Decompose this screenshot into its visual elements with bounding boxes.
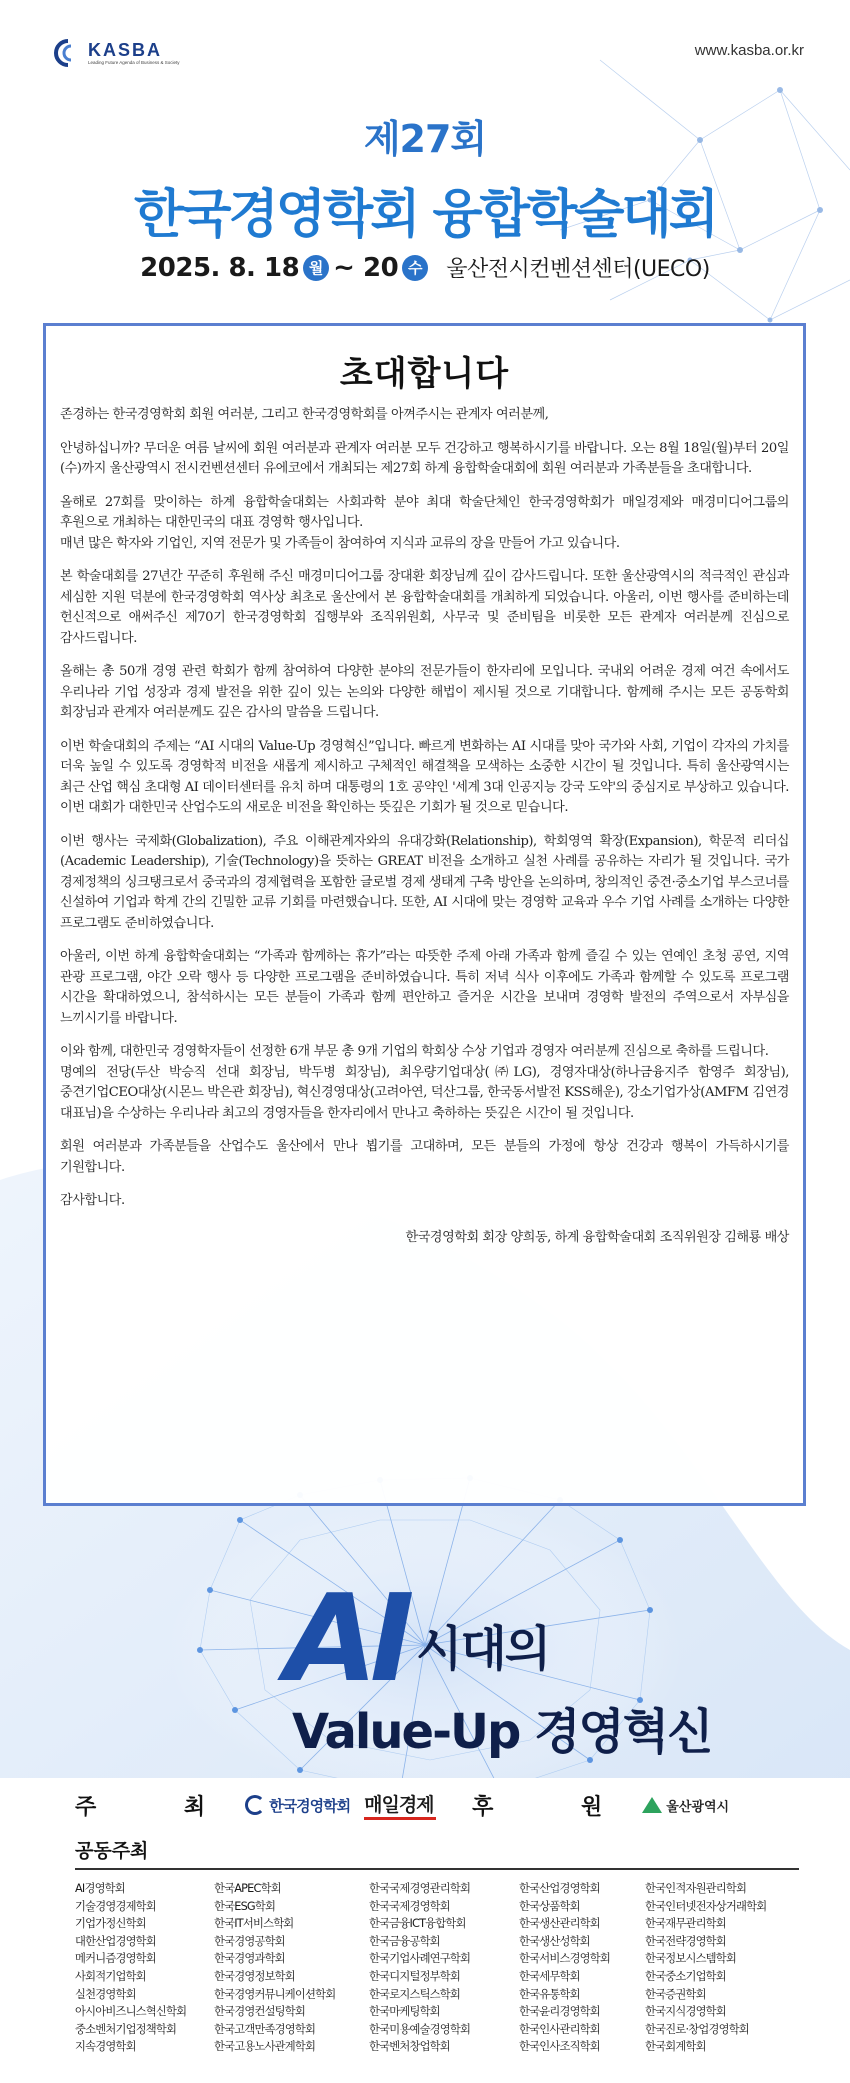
letter-paragraph-5: 올해는 총 50개 경영 관련 학회가 함께 참여하여 다양한 분야의 전문가들이 한자리에 모입니다. 국내외 어려운 경제 여건 속에서도 우리나라 기업 성장과 경제 발전을 위한 깊이 있는 논의와 다양한 해법이 제시될 것으로 기대합니다. 함께해 주시는 모든 공동학회 회장님과 관계자 여러분께도 깊은 감사의 말씀을 드립니다.	[60, 664, 789, 720]
co-host-item: 한국증권학회	[645, 1987, 706, 2001]
co-host-item: 한국유통학회	[519, 1987, 580, 2001]
co-host-item: 대한산업경영학회	[75, 1934, 156, 1948]
co-host-item: 한국경영공학회	[214, 1934, 285, 1948]
co-host-item: 한국벤처창업학회	[369, 2040, 450, 2054]
co-host-item: 한국재무관리학회	[645, 1917, 726, 1931]
co-host-item: 한국지식경영학회	[645, 2005, 726, 2019]
co-host-item: 한국진로·창업경영학회	[645, 2022, 749, 2036]
sponsor-org-name: 울산광역시	[666, 1799, 730, 1815]
letter-paragraph-4: 본 학술대회를 27년간 꾸준히 후원해 주신 매경미디어그룹 장대환 회장님께 깊이 감사드립니다. 또한 울산광역시의 적극적인 관심과 세심한 지원 덕분에 한국경영학회 역사상 최초로 울산에서 본 융합학술대회를 개최하게 되었습니다. 아울러, 이번 행사를 준비하는데 헌신적으로 애써주신 제70기 한국경영학회 집행부와 조직위원회, 사무국 및 준비팀을 비롯한 모든 관계자 여러분께 진심으로 감사드립니다.	[60, 569, 789, 646]
co-host-item: 한국서비스경영학회	[519, 1952, 611, 1966]
host-org1-name: 한국경영학회	[269, 1796, 351, 1815]
theme-line2: Value-Up 경영혁신	[292, 1704, 712, 1760]
co-host-item: 한국경영커뮤니케이션학회	[214, 1987, 336, 2001]
co-hosts-title: 공동주최	[75, 1840, 149, 1862]
co-host-item: 한국미용예술경영학회	[369, 2022, 471, 2036]
co-host-item: 한국인터넷전자상거래학회	[645, 1899, 767, 1913]
co-host-item: 한국국제경영관리학회	[369, 1882, 471, 1895]
co-host-item: 중소벤처기업정책학회	[75, 2022, 177, 2036]
co-host-item: 한국생산성학회	[519, 1934, 590, 1948]
date-start: 2025. 8. 18	[140, 252, 300, 283]
letter-paragraph-3: 올해로 27회를 맞이하는 하계 융합학술대회는 사회과학 분야 최대 학술단체인 한국경영학회가 매일경제와 매경미디어그룹의 후원으로 개최하는 대한민국의 대표 경영학 행사입니다.	[60, 494, 789, 530]
co-host-item: 한국전략경영학회	[645, 1934, 726, 1948]
letter-paragraph-2: 안녕하십니까? 무더운 여름 날씨에 회원 여러분과 관계자 여러분 모두 건강하고 행복하시기를 바랍니다. 오는 8월 18일(월)부터 20일(수)까지 울산광역시 전시컨벤션센터 유에코에서 개최되는 제27회 하계 융합학술대회에 회원 여러분과 가족분들을 초대합니다.	[60, 440, 789, 476]
ulsan-mark-icon	[642, 1797, 662, 1813]
co-host-item: 사회적기업학회	[75, 1969, 146, 1983]
co-host-item: 메커니즘경영학회	[75, 1952, 156, 1966]
letter-paragraph-8: 아울러, 이번 하계 융합학술대회는 “가족과 함께하는 휴가”라는 따뜻한 주제 아래 가족과 함께 즐길 수 있는 연예인 초청 공연, 지역 관광 프로그램, 야간 오락 행사 등 다양한 프로그램을 준비하였습니다. 특히 저녁 식사 이후에도 가족과 함께할 수 있도록 프로그램 시간을 확대하였으니, 참석하시는 모든 분들이 가족과 함께 편안하고 즐거운 시간을 보내며 경영학 발전의 주역으로서 자부심을 느끼시기를 바랍니다.	[60, 949, 789, 1026]
co-host-item: 한국인사관리학회	[519, 2022, 600, 2036]
theme-line1-suffix: 시대의	[416, 1621, 550, 1677]
theme-ai-text: AI	[285, 1570, 407, 1709]
co-host-item: 한국상품학회	[519, 1899, 580, 1913]
mk-underline	[364, 1817, 436, 1820]
day-end-badge: 수	[402, 255, 428, 281]
co-host-item: 한국국제경영학회	[369, 1899, 450, 1913]
host-org-mk	[364, 1790, 436, 1820]
letter-heading: 초대합니다	[339, 354, 510, 394]
kasba-mark-icon	[245, 1795, 265, 1815]
letter-paragraph-9: 이와 함께, 대한민국 경영학자들이 선정한 6개 부문 총 9개 기업의 학회상 수상 기업과 경영자 여러분께 진심으로 축하를 드립니다.	[60, 1044, 769, 1059]
co-host-item: 한국경영정보학회	[214, 1969, 295, 1983]
co-hosts-column	[369, 1880, 519, 2056]
co-hosts-column	[645, 1880, 805, 2056]
co-hosts-column	[75, 1880, 214, 2056]
kasba-logo-icon	[52, 38, 82, 68]
sponsor-org-ulsan	[642, 1796, 729, 1815]
letter-paragraph-10: 회원 여러분과 가족분들을 산업수도 울산에서 만나 뵙기를 고대하며, 모든 분들의 가정에 항상 건강과 행복이 가득하시기를 기원합니다.	[60, 1139, 789, 1175]
co-host-item: 한국경영과학회	[214, 1952, 285, 1966]
host-org-kasba	[245, 1795, 350, 1816]
co-host-item: 기업가정신학회	[75, 1917, 146, 1931]
co-host-item: 지속경영학회	[75, 2040, 136, 2054]
co-host-item: AI경영학회	[75, 1882, 125, 1895]
sponsor-label: 후 원	[472, 1794, 643, 1820]
co-host-item: 아시아비즈니스혁신학회	[75, 2005, 187, 2019]
co-host-item: 한국경영컨설팅학회	[214, 2005, 306, 2019]
co-host-item: 한국APEC학회	[214, 1882, 281, 1895]
letter-paragraph-9b: 명예의 전당(두산 박승직 선대 회장님, 박두병 회장님), 최우량기업대상(㈜LG), 경영자대상(하나금융지주 함영주 회장님), 중견기업CEO대상(시몬느 박은관 회장님), 혁신경영대상(고려아연, 덕산그룹, 한국동서발전 KSS해운), 강소기업가상(AMFM 김연경 대표님)을 수상하는 우리나라 최고의 경영자들을 한자리에서 만나고 축하하는 뜻깊은 시간이 될 것입니다.	[60, 1064, 789, 1121]
letter-paragraph-7: 이번 행사는 국제화(Globalization), 주요 이해관계자와의 유대강화(Relationship), 학회영역 확장(Expansion), 학문적 리더십(Academic Leadership), 기술(Technology)을 뜻하는 GREAT 비전을 소개하고 실천 사례를 공유하는 자리가 될 것입니다. 국가 경제정책의 싱크탱크로서 중국과의 경제협력을 포함한 글로벌 경제 생태계 구축 방안을 논의하며, 창의적인 중견·중소기업 부스코너를 신설하여 기업과 학계 간의 긴밀한 교류 기회를 마련했습니다. 또한, AI 시대에 맞는 경영학 교육과 우수 기업 사례를 소개하는 다양한 프로그램도 준비하였습니다.	[60, 833, 789, 931]
event-dateline	[0, 252, 850, 283]
co-host-item: 한국윤리경영학회	[519, 2005, 600, 2019]
date-end: ~ 20	[333, 252, 399, 283]
host-label: 주 최	[75, 1794, 246, 1820]
co-host-item: 한국로지스틱스학회	[369, 1987, 461, 2001]
co-host-item: 한국인적자원관리학회	[645, 1882, 747, 1895]
event-edition: 제27회	[363, 117, 487, 161]
co-host-item: 한국금융ICT융합학회	[369, 1917, 466, 1931]
co-host-item: 실천경영학회	[75, 1987, 136, 2001]
logo-subtitle: Leading Future Agenda of Business & Society	[88, 59, 180, 65]
letter-paragraph-6: 이번 학술대회의 주제는 “AI 시대의 Value-Up 경영혁신”입니다. 빠르게 변화하는 AI 시대를 맞아 국가와 사회, 기업이 각자의 가치를 더욱 높일 수 있도록 경영학적 비전을 새롭게 제시하고 구체적인 해결책을 모색하는 소중한 시간이 될 것입니다. 특히 울산광역시는 최근 산업 핵심 초대형 AI 데이터센터를 유치 하며 대통령의 1호 공약인 '세계 3대 인공지능 강국 도약'의 중심지로 부상하고 있습니다. 이번 대회가 대한민국 산업수도의 새로운 비전을 확인하는 뜻깊은 기회가 될 것으로 믿습니다.	[60, 738, 789, 815]
co-host-item: 한국ESG학회	[214, 1899, 276, 1913]
co-host-item: 한국중소기업학회	[645, 1969, 726, 1983]
co-host-item: 한국고용노사관계학회	[214, 2040, 316, 2054]
co-host-item: 한국산업경영학회	[519, 1882, 600, 1895]
co-host-item: 한국디지털정부학회	[369, 1969, 461, 1983]
co-host-item: 한국정보시스템학회	[645, 1952, 737, 1966]
co-hosts-divider	[75, 1868, 799, 1870]
website-url: www.kasba.or.kr	[694, 42, 804, 59]
letter-paragraph-11: 감사합니다.	[60, 1193, 125, 1208]
co-hosts-column	[214, 1880, 369, 2056]
co-host-item: 한국회계학회	[645, 2040, 706, 2054]
letter-signature: 한국경영학회 회장 양희동, 하계 융합학술대회 조직위원장 김해룡 배상	[405, 1229, 789, 1245]
event-venue: 울산전시컨벤션센터(UECO)	[446, 257, 710, 282]
letter-paragraph-1: 존경하는 한국경영학회 회원 여러분, 그리고 한국경영학회를 아껴주시는 관계자 여러분께,	[60, 407, 549, 422]
hosts-row	[75, 1787, 835, 1823]
co-host-item: 한국생산관리학회	[519, 1917, 600, 1931]
event-title: 한국경영학회 융합학술대회	[134, 185, 716, 245]
co-host-item: 한국금융공학회	[369, 1934, 440, 1948]
co-host-item: 한국기업사례연구학회	[369, 1952, 471, 1966]
co-host-item: 한국인사조직학회	[519, 2040, 600, 2054]
kasba-logo	[52, 38, 180, 68]
host-org2-name: 매일경제	[364, 1794, 434, 1816]
logo-name: KASBA	[88, 39, 163, 60]
invitation-letter	[43, 323, 806, 1506]
co-hosts-list	[75, 1880, 805, 2056]
co-host-item: 한국세무학회	[519, 1969, 580, 1983]
letter-paragraph-3b: 매년 많은 학자와 기업인, 지역 전문가 및 가족들이 참여하여 지식과 교류의 장을 만들어 가고 있습니다.	[60, 535, 620, 551]
day-start-badge: 월	[303, 255, 329, 281]
co-host-item: 한국IT서비스학회	[214, 1917, 294, 1931]
co-host-item: 한국고객만족경영학회	[214, 2022, 316, 2036]
co-hosts-column	[519, 1880, 645, 2056]
co-host-item: 기술경영경제학회	[75, 1899, 156, 1913]
co-host-item: 한국마케팅학회	[369, 2005, 440, 2019]
